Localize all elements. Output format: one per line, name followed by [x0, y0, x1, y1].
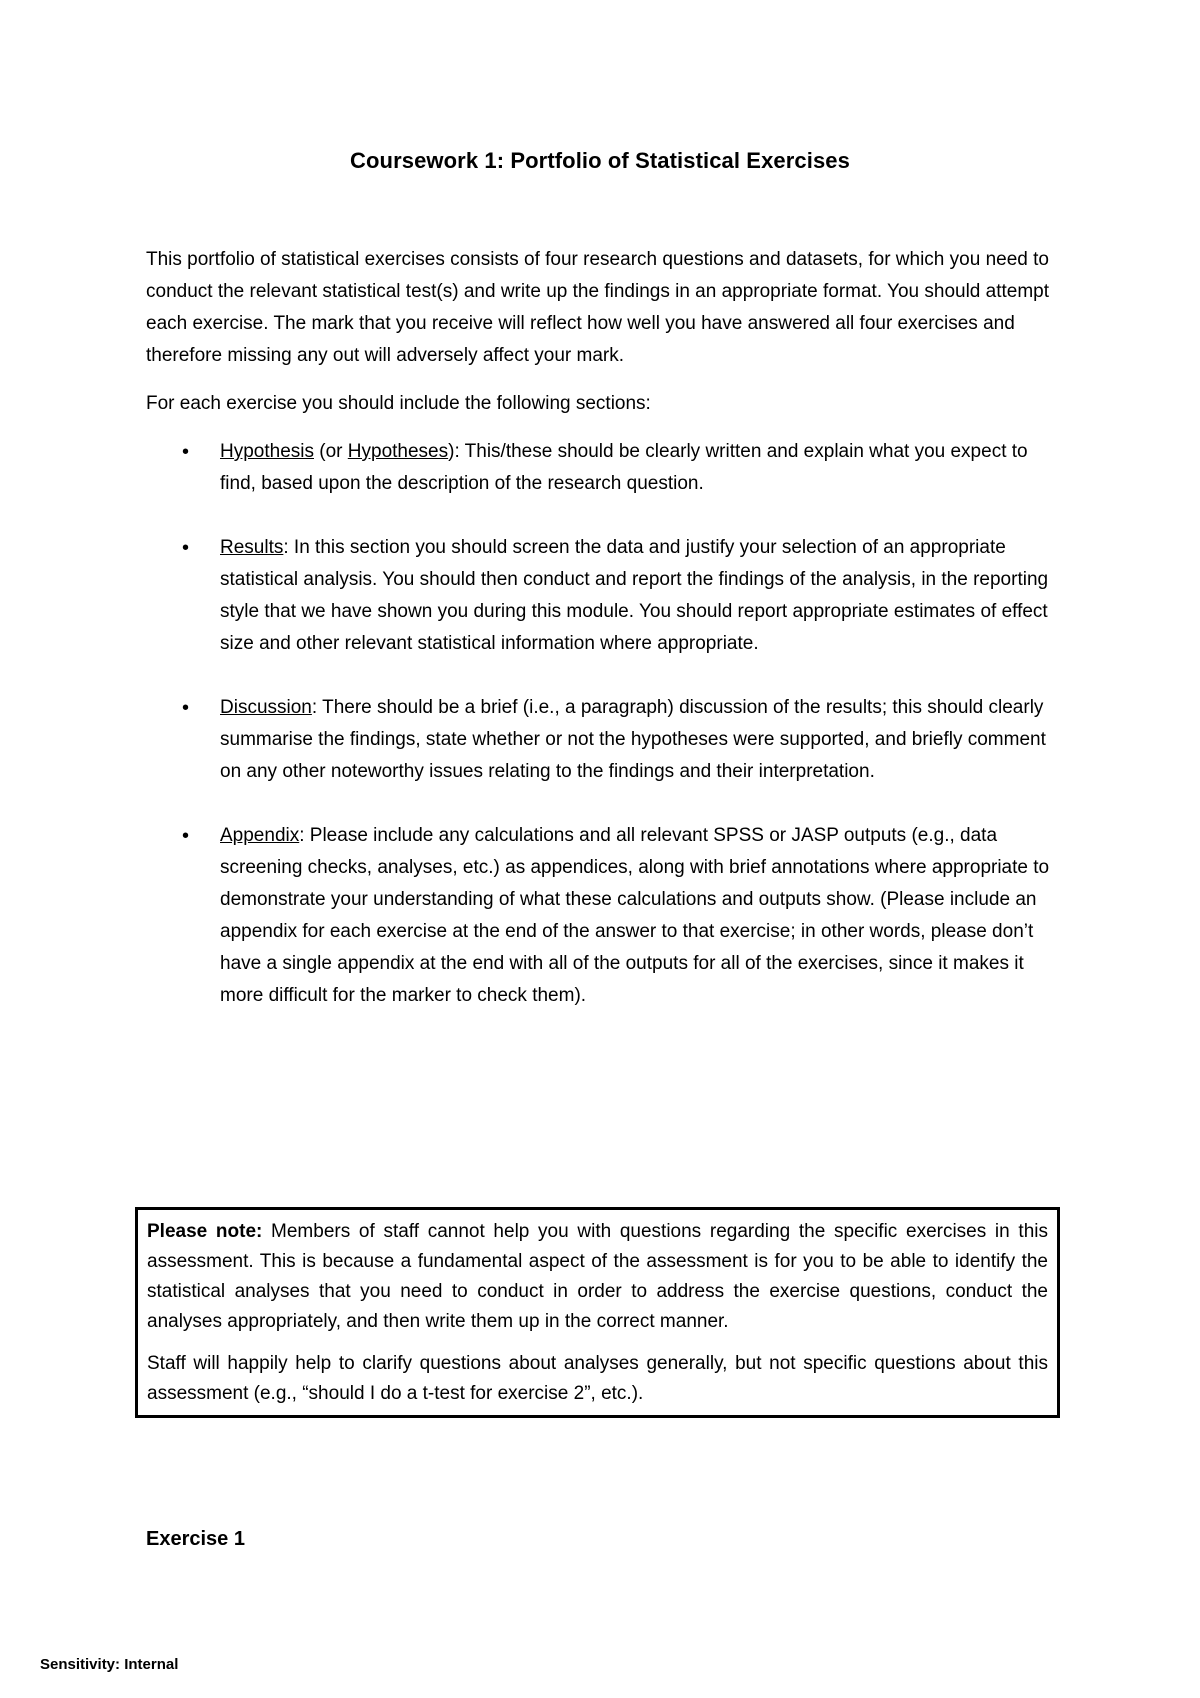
document-body	[146, 244, 1066, 1012]
bullet-icon: •	[182, 537, 190, 559]
list-item-discussion	[146, 692, 1066, 788]
staff-note-box	[135, 1207, 1060, 1418]
section-term-discussion: Discussion	[220, 697, 312, 718]
list-item-results	[146, 532, 1066, 660]
section-connector: (or	[314, 441, 348, 462]
section-term-appendix: Appendix	[220, 825, 300, 846]
section-term-hypothesis: Hypothesis	[220, 441, 314, 462]
section-term-hypotheses: Hypotheses	[347, 441, 449, 462]
section-text-results: : In this section you should screen the data and justify your selection of an appropriate statistical analysis. You should then conduct and report the findings of the analysis, in the reporting style that we have shown you during this module. You should report appropriate estimates of effect size and other relevant statistical information where appropriate.	[220, 537, 1049, 654]
exercise-heading: Exercise 1	[146, 1528, 245, 1550]
section-text-discussion: : There should be a brief (i.e., a paragraph) discussion of the results; this should clearly summarise the findings, state whether or not the hypotheses were supported, and briefly comment on any other noteworthy issues relating to the findings and their interpretation.	[220, 697, 1046, 782]
list-item-hypothesis	[146, 436, 1066, 500]
sections-list	[146, 436, 1066, 1012]
section-term-results: Results	[220, 537, 284, 558]
section-text-hypothesis: ): This/these should be clearly written and explain what you expect to find, based upon the description of the research question.	[220, 441, 1028, 494]
note-text: Members of staff cannot help you with questions regarding the specific exercises in this assessment. This is because a fundamental aspect of the assessment is for you to be able to identify the statistical analyses that you need to conduct in order to address the exercise questions, conduct the analyses appropriately, and then write them up in the correct manner.	[147, 1221, 1048, 1332]
bullet-icon: •	[182, 825, 190, 847]
note-paragraph-1	[147, 1217, 1048, 1337]
sensitivity-label: Sensitivity: Internal	[40, 1656, 179, 1673]
bullet-icon: •	[182, 441, 190, 463]
bullet-icon: •	[182, 697, 190, 719]
sections-lead: For each exercise you should include the following sections:	[146, 393, 651, 414]
list-item-appendix	[146, 820, 1066, 1012]
note-paragraph-2: Staff will happily help to clarify questions about analyses generally, but not specific questions about this assessment (e.g., “should I do a t-test for exercise 2”, etc.).	[147, 1353, 1048, 1404]
section-text-appendix: : Please include any calculations and all relevant SPSS or JASP outputs (e.g., data screening checks, analyses, etc.) as appendices, along with brief annotations where appropriate to demonstrate your understanding of what these calculations and outputs show. (Please include an appendix for each exercise at the end of the answer to that exercise; in other words, please don’t have a single appendix at the end with all of the outputs for all of the exercises, since it makes it more difficult for the marker to check them).	[220, 825, 1050, 1006]
note-label: Please note:	[147, 1221, 263, 1242]
document-title: Coursework 1: Portfolio of Statistical Exercises	[350, 148, 850, 173]
intro-paragraph: This portfolio of statistical exercises consists of four research questions and datasets, for which you need to conduct the relevant statistical test(s) and write up the findings in an appropriate format. You should attempt each exercise. The mark that you receive will reflect how well you have answered all four exercises and therefore missing any out will adversely affect your mark.	[146, 249, 1050, 366]
